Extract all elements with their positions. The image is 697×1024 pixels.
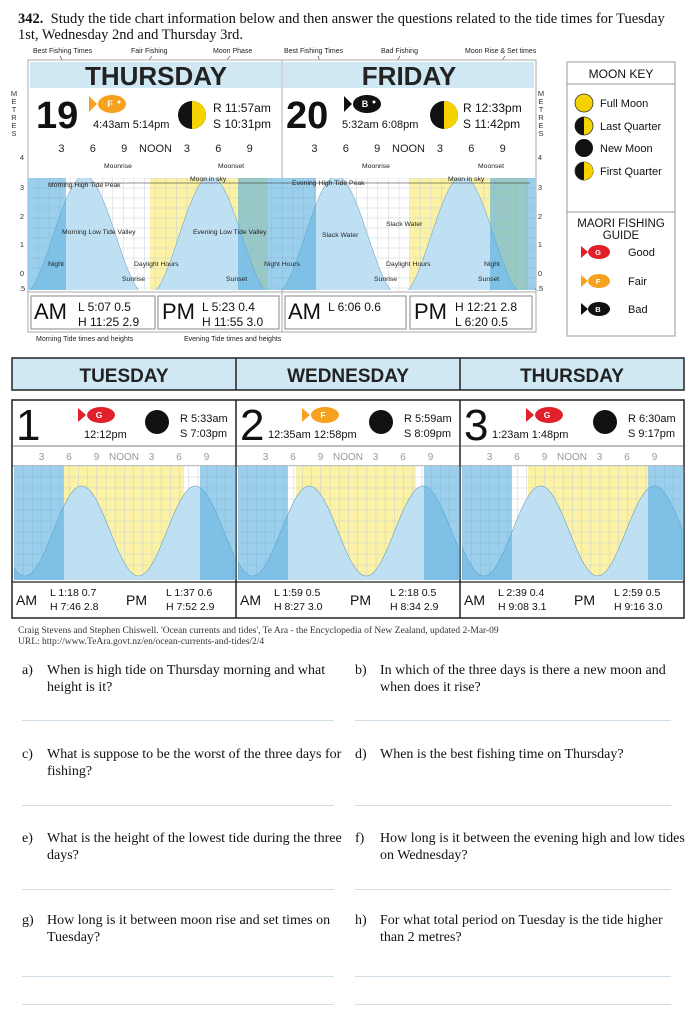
pm-high: H 7:52 2.9: [166, 601, 215, 613]
ann-moonrise: Moonrise: [104, 163, 132, 170]
am-low: L 2:39 0.4: [498, 587, 545, 599]
legend-date-19: 19: [36, 95, 79, 137]
hour-tick: 9: [374, 143, 381, 155]
hour-tick: NOON: [109, 452, 139, 463]
legend-am-label-fri: AM: [288, 299, 321, 324]
question-text: For what total period on Tuesday is the tide higher than 2 metres?: [380, 913, 663, 945]
maori-bad: Bad: [628, 304, 648, 316]
legend-pm-label: PM: [162, 299, 195, 324]
am-label: AM: [16, 592, 37, 608]
metres-label-left: [11, 89, 17, 138]
ann-daylight: Daylight Hours: [134, 261, 179, 268]
ann-moon-in-sky: Moon in sky: [190, 176, 227, 183]
ann-night-2: Night: [484, 261, 500, 268]
hour-tick: 6: [176, 452, 182, 463]
moonrise: R 6:30am: [628, 413, 676, 425]
last-quarter-moon-icon: [575, 117, 593, 135]
question-text: When is high tide on Thursday morning and what height is it?: [47, 663, 326, 695]
ann-slack-water-2: Slack Water: [386, 221, 423, 228]
moonset: S 8:09pm: [404, 428, 452, 440]
hour-tick: 6: [215, 143, 222, 155]
header-wednesday: WEDNESDAY: [287, 366, 409, 387]
hour-tick: 9: [427, 452, 434, 463]
question-text: What is the height of the lowest tide during the three days?: [47, 831, 342, 863]
answer-line-h2[interactable]: [355, 1004, 671, 1005]
fish-letter: F: [107, 99, 113, 109]
hour-tick: 3: [262, 452, 269, 463]
question-text: How long is it between moon rise and set times on Tuesday?: [47, 913, 331, 945]
ann-slack-water: Slack Water: [322, 232, 359, 239]
answer-line-b[interactable]: [355, 720, 671, 721]
moonrise: R 5:33am: [180, 413, 228, 425]
question-label: c): [22, 747, 33, 762]
hour-tick: 3: [596, 452, 603, 463]
am-low: L 1:59 0.5: [274, 587, 321, 599]
pm-low: L 2:59 0.5: [614, 587, 661, 599]
fish-letter: B: [361, 99, 369, 109]
legend-fri-pm-high: H 12:21 2.8: [455, 300, 518, 314]
pm-label: PM: [126, 592, 147, 608]
full-moon-icon: [575, 94, 593, 112]
hour-tick: 9: [246, 143, 253, 155]
maori-guide-title: MAORI FISHING GUIDE: [577, 218, 665, 242]
fish-letter: F: [320, 410, 326, 420]
pm-label: PM: [574, 592, 595, 608]
y-tick-0: 0: [19, 269, 25, 278]
svg-text:R: R: [11, 113, 17, 122]
am-label: AM: [464, 592, 485, 608]
fishing-times: 1:23am 1:48pm: [492, 429, 569, 441]
moon-key-title: MOON KEY: [588, 67, 654, 81]
ann-moon-in-sky-2: Moon in sky: [448, 176, 485, 183]
callout-best-fishing: Best Fishing Times: [33, 48, 93, 55]
moon-first-quarter-icon: [430, 101, 458, 129]
y-tick-half-right: .5: [536, 284, 544, 293]
hour-tick: 9: [499, 143, 506, 155]
fishing-times: 12:12pm: [84, 429, 127, 441]
hour-tick: 6: [400, 452, 406, 463]
question-label: b): [355, 663, 367, 678]
moon-first-quarter-icon: [178, 101, 206, 129]
svg-text:M: M: [10, 89, 18, 98]
y-tick-2-right: 2: [537, 212, 543, 221]
answer-line-h[interactable]: [355, 976, 671, 977]
ann-daylight-2: Daylight Hours: [386, 261, 431, 268]
first-quarter-moon-icon: [575, 162, 593, 180]
hour-tick: 6: [66, 452, 72, 463]
answer-line-f[interactable]: [355, 889, 671, 890]
y-tick-4-right: 4: [537, 153, 543, 162]
legend-moonrise-fri: R 12:33pm: [463, 101, 522, 115]
svg-text:E: E: [538, 121, 544, 130]
question-text: How long is it between the evening high and low tides on Wednesday?: [380, 831, 685, 863]
legend-pm-label-fri: PM: [414, 299, 447, 324]
answer-line-a[interactable]: [22, 720, 334, 721]
am-high: H 8:27 3.0: [274, 601, 323, 613]
y-tick-2: 2: [19, 212, 25, 221]
maori-fishing-guide-panel: [567, 212, 675, 336]
question-number: 342.: [18, 11, 44, 27]
legend-moonset-thu: S 10:31pm: [213, 117, 272, 131]
question-body: Study the tide chart information below and then answer the questions related to the tide times for Tuesday 1st, Wednesday 2nd and Thursday 3rd.: [18, 11, 665, 43]
question-text: When is the best fishing time on Thursday?: [380, 747, 624, 762]
svg-text:M: M: [537, 89, 545, 98]
ann-sunrise-2: Sunrise: [374, 276, 398, 283]
callout-moon-rise-set: Moon Rise & Set times: [465, 48, 537, 55]
legend-moonrise-thu: R 11:57am: [213, 101, 271, 115]
fish-letter: G: [595, 248, 601, 257]
footer-morning-tides: Morning Tide times and heights: [36, 336, 134, 343]
pm-high: H 8:34 2.9: [390, 601, 439, 613]
moonset: S 7:03pm: [180, 428, 228, 440]
hour-tick: 3: [58, 143, 65, 155]
callout-fair-fishing: Fair Fishing: [131, 48, 168, 55]
hour-tick: 3: [148, 452, 155, 463]
day-date: 2: [240, 401, 265, 450]
legend-fishing-times-thu: 4:43am 5:14pm: [93, 119, 170, 131]
y-tick-3: 3: [19, 183, 25, 192]
ann-evening-low: Evening Low Tide Valley: [193, 229, 267, 236]
question-label: e): [22, 831, 33, 846]
ann-morning-low: Morning Low Tide Valley: [62, 229, 136, 236]
question-text: What is suppose to be the worst of the three days for fishing?: [47, 747, 342, 779]
am-high: H 9:08 3.1: [498, 601, 547, 613]
hour-tick: 9: [203, 452, 210, 463]
legend-fri-am-low: L 6:06 0.6: [328, 300, 381, 314]
hour-tick: 9: [121, 143, 128, 155]
new-moon-icon: [575, 139, 593, 157]
answer-line-g2[interactable]: [22, 1004, 334, 1005]
question-label: h): [355, 913, 367, 928]
pm-high: H 9:16 3.0: [614, 601, 663, 613]
hour-tick: 6: [89, 143, 96, 155]
svg-text:S: S: [11, 129, 17, 138]
question-text: In which of the three days is there a new moon and when does it rise?: [380, 663, 666, 695]
day-date: 3: [464, 401, 489, 450]
hour-tick: 6: [468, 143, 475, 155]
hour-tick: 6: [342, 143, 349, 155]
moonrise: R 5:59am: [404, 413, 452, 425]
hour-tick: 3: [311, 143, 318, 155]
new-moon-icon: [145, 410, 169, 434]
ann-sunset-2: Sunset: [478, 276, 500, 283]
legend-fri-pm-low: L 6:20 0.5: [455, 315, 508, 329]
ann-evening-high: Evening High Tide Peak: [292, 180, 365, 187]
legend-am-label: AM: [34, 299, 67, 324]
svg-text:T: T: [11, 105, 17, 114]
question-label: a): [22, 663, 33, 678]
am-low: L 1:18 0.7: [50, 587, 97, 599]
svg-text:E: E: [538, 97, 544, 106]
svg-text:S: S: [538, 129, 544, 138]
legend-thu-am-high: H 11:25 2.9: [78, 315, 140, 329]
tide-legend-chart: [0, 40, 697, 352]
ann-night-hours: Night Hours: [264, 261, 300, 268]
answer-line-g[interactable]: [22, 976, 334, 977]
pm-low: L 1:37 0.6: [166, 587, 213, 599]
hour-tick: 6: [624, 452, 630, 463]
legend-thu-pm-high: H 11:55 3.0: [202, 315, 264, 329]
new-moon-icon: [369, 410, 393, 434]
header-tuesday: TUESDAY: [79, 366, 169, 387]
ann-night: Night: [48, 261, 64, 268]
pm-low: L 2:18 0.5: [390, 587, 437, 599]
moon-key-full: Full Moon: [600, 98, 649, 110]
credit-line-2: URL: http://www.TeAra.govt.nz/en/ocean-currents-and-tides/2/4: [18, 637, 265, 647]
hour-tick: 6: [514, 452, 520, 463]
hour-tick: 9: [651, 452, 658, 463]
hour-tick: 9: [93, 452, 100, 463]
y-tick-3-right: 3: [537, 183, 543, 192]
ann-moonrise-2: Moonrise: [362, 163, 390, 170]
question-label: f): [355, 831, 365, 846]
hour-tick: NOON: [557, 452, 587, 463]
svg-text:R: R: [538, 113, 544, 122]
callout-best-fishing-2: Best Fishing Times: [284, 48, 344, 55]
question-label: g): [22, 913, 34, 928]
am-label: AM: [240, 592, 261, 608]
moonset: S 9:17pm: [628, 428, 676, 440]
footer-evening-tides: Evening Tide times and heights: [184, 336, 282, 343]
moon-key-panel: [567, 62, 675, 228]
hour-tick: 6: [290, 452, 296, 463]
metres-label-right: [538, 89, 544, 138]
fish-letter: B: [595, 305, 601, 314]
fishing-times: 12:35am 12:58pm: [268, 429, 357, 441]
y-tick-half: .5: [18, 284, 26, 293]
moon-key-new: New Moon: [600, 143, 653, 155]
legend-day-thursday: THURSDAY: [84, 61, 228, 91]
question-label: d): [355, 747, 367, 762]
svg-text:T: T: [538, 105, 544, 114]
answer-line-c[interactable]: [22, 805, 334, 806]
fish-letter: F: [595, 277, 601, 286]
day-date: 1: [16, 401, 41, 450]
moon-key-last-quarter: Last Quarter: [600, 121, 662, 133]
ann-sunrise: Sunrise: [122, 276, 146, 283]
pm-label: PM: [350, 592, 371, 608]
moon-key-first-quarter: First Quarter: [600, 166, 662, 178]
question-text: [18, 11, 678, 43]
ann-sunset: Sunset: [226, 276, 248, 283]
legend-date-20: 20: [286, 95, 329, 137]
y-tick-4: 4: [19, 153, 25, 162]
y-tick-1-right: 1: [537, 240, 543, 249]
credit-line-1: Craig Stevens and Stephen Chiswell. 'Ocean currents and tides', Te Ara - the Encyclopedia of New Zealand, updated 2-Mar-09: [18, 626, 499, 636]
hour-tick: 3: [183, 143, 190, 155]
fish-letter: G: [543, 410, 551, 420]
hour-tick: 3: [486, 452, 493, 463]
callout-moon-phase: Moon Phase: [213, 48, 253, 55]
callout-bad-fishing: Bad Fishing: [381, 48, 418, 55]
svg-text:E: E: [11, 121, 17, 130]
tide-week-chart: [0, 356, 697, 620]
legend-moonset-fri: S 11:42pm: [463, 117, 521, 131]
legend-day-friday: FRIDAY: [361, 61, 457, 91]
answer-line-e[interactable]: [22, 889, 334, 890]
fish-letter: G: [95, 410, 103, 420]
hour-tick: 3: [372, 452, 379, 463]
hour-tick: 9: [317, 452, 324, 463]
svg-text:E: E: [11, 97, 17, 106]
new-moon-icon: [593, 410, 617, 434]
y-tick-1: 1: [19, 240, 25, 249]
legend-thu-am-low: L 5:07 0.5: [78, 300, 131, 314]
hour-tick: 9: [541, 452, 548, 463]
hour-tick: NOON: [392, 143, 425, 155]
hour-tick: NOON: [333, 452, 363, 463]
source-credit: [18, 626, 658, 648]
ann-moonset-2: Moonset: [478, 163, 505, 170]
answer-line-d[interactable]: [355, 805, 671, 806]
hour-tick: 3: [436, 143, 443, 155]
ann-moonset: Moonset: [218, 163, 245, 170]
maori-fair: Fair: [628, 276, 647, 288]
am-high: H 7:46 2.8: [50, 601, 99, 613]
header-thursday: THURSDAY: [520, 366, 624, 387]
legend-fishing-times-fri: 5:32am 6:08pm: [342, 119, 419, 131]
ann-morning-high: Morning High Tide Peak: [48, 182, 121, 189]
hour-tick: 3: [38, 452, 45, 463]
y-tick-0-right: 0: [537, 269, 543, 278]
hour-tick: NOON: [139, 143, 172, 155]
maori-good: Good: [628, 247, 655, 259]
legend-thu-pm-low: L 5:23 0.4: [202, 300, 255, 314]
